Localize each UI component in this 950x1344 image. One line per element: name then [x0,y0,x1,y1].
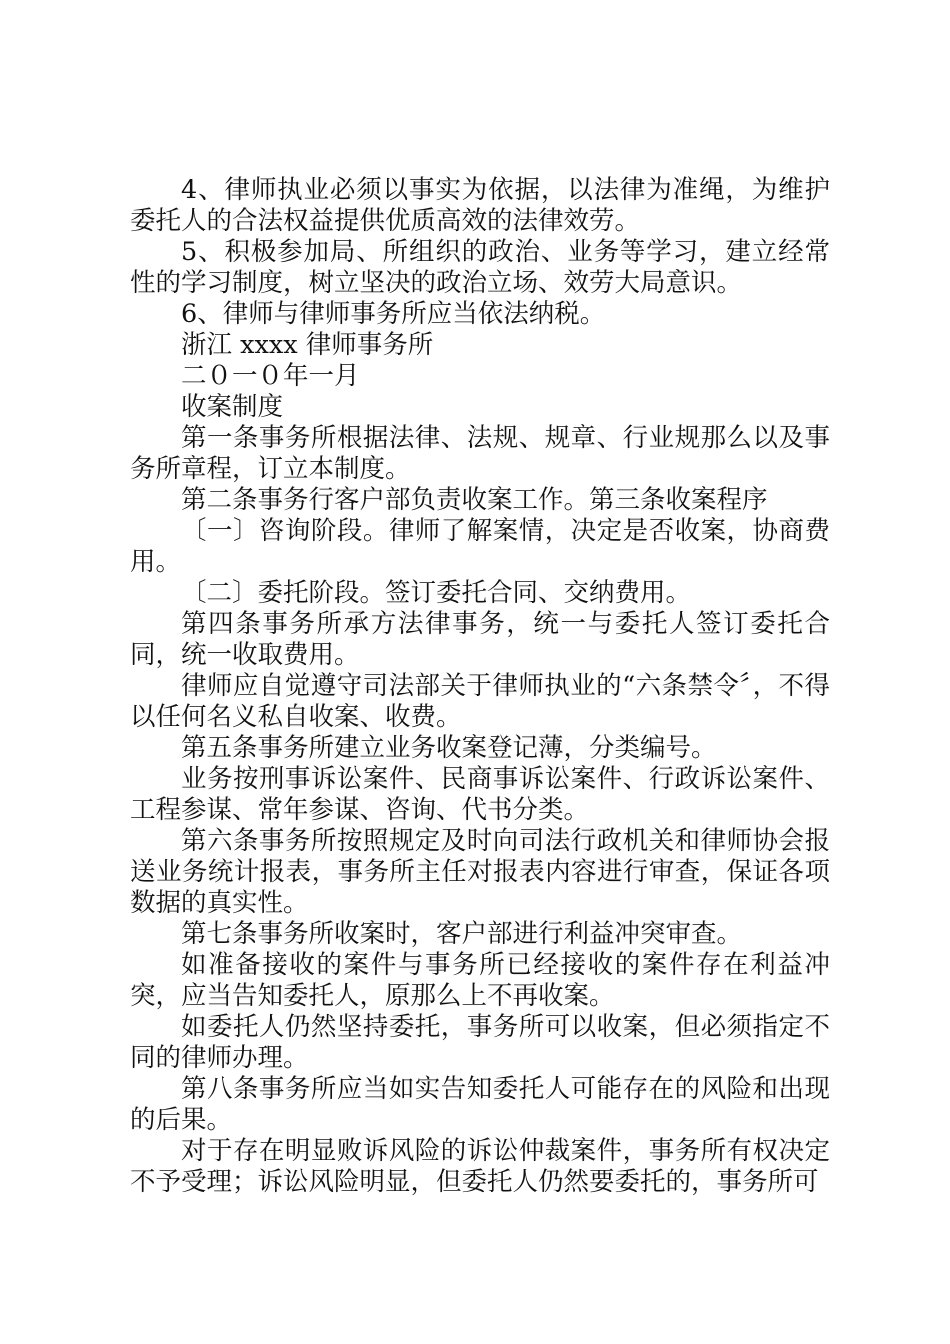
paragraph-article-8: 第八条事务所应当如实告知委托人可能存在的风险和出现的后果。 [130,1074,830,1135]
section-title: 收案制度 [181,392,284,422]
paragraph-article-1: 第一条事务所根据法律、法规、规章、行业规那么以及事务所章程，订立本制度。 [130,423,830,484]
paragraph-article-4: 第四条事务所承方法律事务，统一与委托人签订委托合同，统一收取费用。 [130,609,830,670]
paragraph-designate-lawyer: 如委托人仍然坚持委托，事务所可以收案，但必须指定不同的律师办理。 [130,1012,830,1073]
document-body [130,175,830,1198]
paragraph-litigation-risk: 对于存在明显败诉风险的诉讼仲裁案件，事务所有权决定不予受理；诉讼风险明显，但委托人仍然要委托的，事务所可 [130,1136,830,1197]
paragraph-rule-5: 5、积极参加局、所组织的政治、业务等学习，建立经常性的学习制度，树立坚决的政治立场、效劳大局意识。 [130,237,830,298]
paragraph-article-5: 第五条事务所建立业务收案登记薄，分类编号。 [181,733,717,763]
paragraph-rule-4: 4、律师执业必须以事实为依据，以法律为准绳，为维护委托人的合法权益提供优质高效的法律效劳。 [130,175,830,236]
paragraph-six-prohibitions: 律师应自觉遵守司法部关于律师执业的“六条禁令〞，不得以任何名义私自收案、收费。 [130,671,830,732]
paragraph-article-2-3: 第二条事务行客户部负责收案工作。第三条收案程序 [181,485,768,515]
paragraph-stage-1: 〔一〕咨询阶段。律师了解案情，决定是否收案，协商费用。 [130,516,830,577]
paragraph-conflict-of-interest: 如准备接收的案件与事务所已经接收的案件存在利益冲突，应当告知委托人，原那么上不再收案。 [130,950,830,1011]
paragraph-rule-6: 6、律师与律师事务所应当依法纳税。 [181,299,606,329]
document-date: 二０一０年一月 [181,361,360,391]
paragraph-stage-2: 〔二〕委托阶段。签订委托合同、交纳费用。 [181,578,692,608]
firm-name: 浙江 xxxx 律师事务所 [181,330,434,360]
paragraph-article-7: 第七条事务所收案时，客户部进行利益冲突审查。 [181,919,743,949]
paragraph-article-6: 第六条事务所按照规定及时向司法行政机关和律师协会报送业务统计报表，事务所主任对报表内容进行审查，保证各项数据的真实性。 [130,826,830,918]
paragraph-case-classification: 业务按刑事诉讼案件、民商事诉讼案件、行政诉讼案件、工程参谋、常年参谋、咨询、代书分类。 [130,764,830,825]
